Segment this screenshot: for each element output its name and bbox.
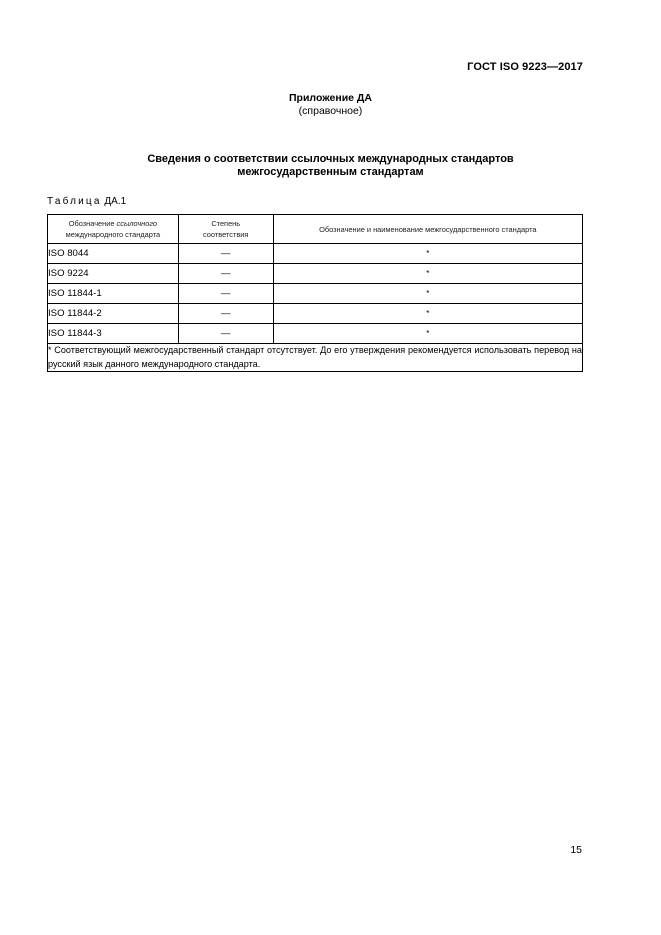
correspondence-table [47, 214, 583, 372]
cell-standard: ISO 11844-2 [48, 304, 179, 324]
document-code: ГОСТ ISO 9223—2017 [467, 61, 583, 73]
cell-interstate: * [273, 264, 582, 284]
cell-standard: ISO 11844-3 [48, 324, 179, 344]
cell-interstate: * [273, 244, 582, 264]
header-col2-line1: Степень [211, 219, 241, 228]
section-heading-line2: межгосударственным стандартам [237, 166, 424, 178]
header-col1-text: Обозначение [68, 219, 117, 228]
page-number: 15 [570, 844, 582, 856]
table-row [48, 304, 583, 324]
table-caption-number: ДА.1 [104, 196, 127, 207]
table-header-row [48, 215, 583, 244]
cell-interstate: * [273, 304, 582, 324]
cell-interstate: * [273, 324, 582, 344]
table-row [48, 244, 583, 264]
cell-degree: — [178, 264, 273, 284]
header-international-standard [48, 215, 179, 244]
table-footnote: * Соответствующий межгосударственный стандарт отсутствует. До его утверждения рекомендуется использовать перевод на русский язык данного международного стандарта. [48, 344, 583, 372]
table-caption [47, 196, 126, 207]
table-caption-word: Таблица [47, 196, 102, 207]
cell-interstate: * [273, 284, 582, 304]
header-interstate-standard: Обозначение и наименование межгосударственного стандарта [273, 215, 582, 244]
annex-block [160, 92, 501, 118]
table-footnote-row [48, 344, 583, 372]
cell-degree: — [178, 304, 273, 324]
header-col2-line2: соответствия [203, 230, 249, 239]
annex-status: (справочное) [298, 105, 363, 117]
table-row [48, 284, 583, 304]
section-heading-line1: Сведения о соответствии ссылочных международных стандартов [147, 153, 514, 165]
cell-degree: — [178, 284, 273, 304]
table-row [48, 324, 583, 344]
cell-standard: ISO 8044 [48, 244, 179, 264]
section-heading [60, 153, 601, 179]
header-col1-line2: международного стандарта [65, 230, 161, 239]
cell-standard: ISO 9224 [48, 264, 179, 284]
annex-title: Приложение ДА [289, 92, 372, 104]
header-degree [178, 215, 273, 244]
cell-standard: ISO 11844-1 [48, 284, 179, 304]
cell-degree: — [178, 324, 273, 344]
header-col1-italic: ссылочного [116, 219, 157, 228]
cell-degree: — [178, 244, 273, 264]
table-row [48, 264, 583, 284]
